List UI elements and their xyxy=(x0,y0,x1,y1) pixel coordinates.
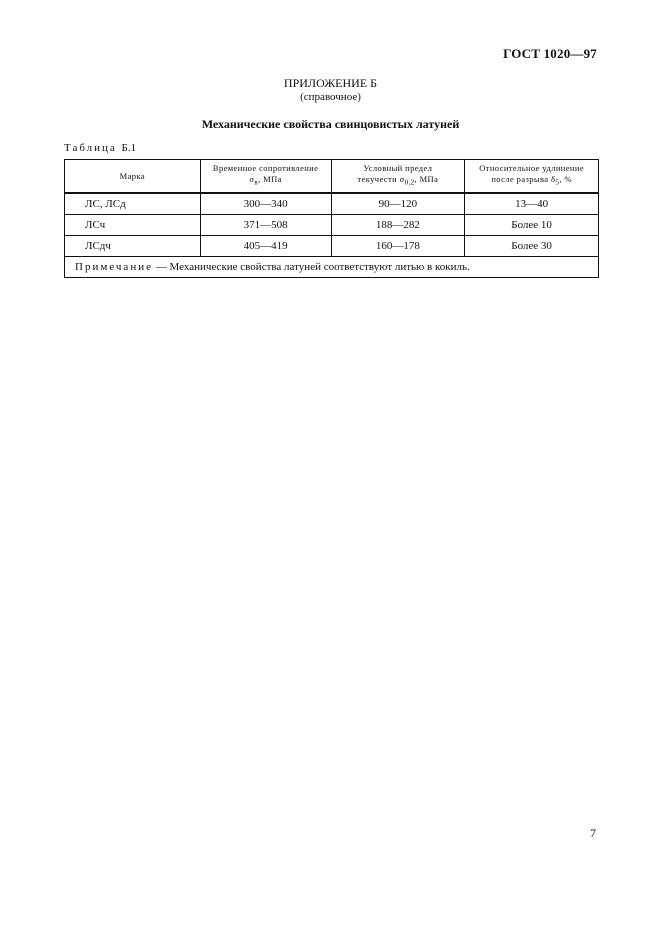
table-row xyxy=(65,236,599,257)
table-header-row xyxy=(65,160,599,194)
header-tensile-line1: Временное сопротивление xyxy=(212,163,319,174)
appendix-title: ПРИЛОЖЕНИЕ Б xyxy=(283,76,378,90)
mechanical-properties-table xyxy=(64,159,599,278)
cell-tensile: 300—340 xyxy=(200,193,331,215)
note-label: Примечание xyxy=(75,261,153,273)
header-elong-sub: 5 xyxy=(555,178,560,187)
cell-elongation: Более 30 xyxy=(465,236,599,257)
header-elongation xyxy=(465,160,599,194)
header-tensile-strength xyxy=(200,160,331,194)
cell-elongation: Более 10 xyxy=(465,215,599,236)
header-tensile-sub: в xyxy=(254,178,259,187)
appendix-subtitle: (справочное) xyxy=(300,91,361,103)
header-yield-sub: 0,2 xyxy=(404,178,415,187)
table-row xyxy=(65,193,599,215)
header-elong-prefix: после разрыва δ xyxy=(491,174,556,185)
header-elong-line1: Относительное удлинение xyxy=(479,163,584,174)
table-label-word: Таблица xyxy=(64,142,117,154)
header-yield-unit: , МПа xyxy=(414,174,439,185)
cell-mark: ЛСч xyxy=(65,215,201,236)
table-label xyxy=(64,142,136,154)
cell-yield: 188—282 xyxy=(331,215,465,236)
table-note xyxy=(65,257,599,278)
header-mark-label: Марка xyxy=(119,170,146,181)
cell-mark: ЛС, ЛСд xyxy=(65,193,201,215)
page-number: 7 xyxy=(590,826,596,840)
header-yield-strength xyxy=(331,160,465,194)
cell-yield: 160—178 xyxy=(331,236,465,257)
document-code: ГОСТ 1020—97 xyxy=(503,46,597,61)
header-tensile-symbol: σ xyxy=(249,174,255,185)
cell-tensile: 405—419 xyxy=(200,236,331,257)
cell-yield: 90—120 xyxy=(331,193,465,215)
header-mark xyxy=(65,160,201,194)
table-note-row xyxy=(65,257,599,278)
note-text: — Механические свойства латуней соответствуют литью в кокиль. xyxy=(152,261,470,273)
header-yield-line1: Условный предел xyxy=(363,163,433,174)
appendix-heading xyxy=(0,76,661,104)
header-tensile-unit: , МПа xyxy=(258,174,282,185)
header-elong-unit: , % xyxy=(559,174,572,185)
table-row xyxy=(65,215,599,236)
cell-tensile: 371—508 xyxy=(200,215,331,236)
cell-elongation: 13—40 xyxy=(465,193,599,215)
header-yield-prefix: текучести σ xyxy=(357,174,405,185)
section-title: Механические свойства свинцовистых латуней xyxy=(201,117,460,131)
cell-mark: ЛСдч xyxy=(65,236,201,257)
table-label-number: Б.1 xyxy=(121,142,137,154)
